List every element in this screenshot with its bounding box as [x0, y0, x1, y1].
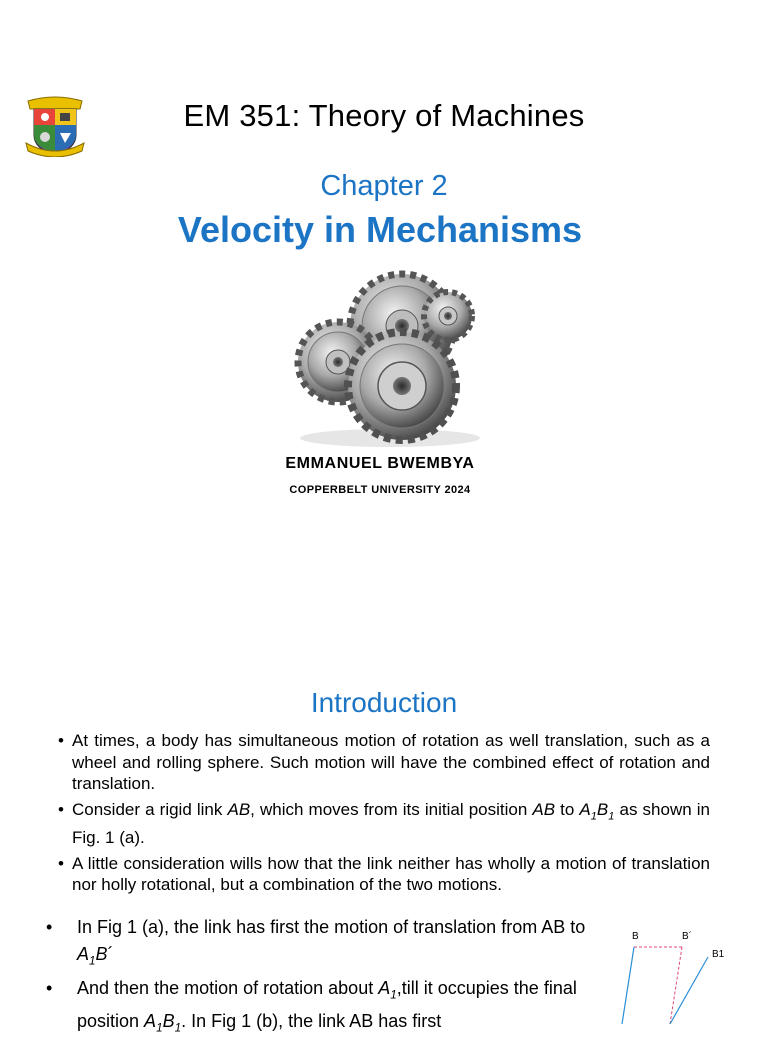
- list-item: [58, 730, 710, 795]
- bullet-list-secondary: [46, 914, 591, 1042]
- bullet-list: [58, 730, 710, 900]
- figure-label-b-prime: B´: [682, 931, 692, 942]
- bullet-text: At times, a body has simultaneous motion of rotation as well translation, such as a wheel and rolling sphere. Such motion will have the combined effect of rotation and translation.: [72, 731, 710, 793]
- list-item: [46, 975, 591, 1042]
- bullet-marker: •: [58, 799, 64, 819]
- university-year: COPPERBELT UNIVERSITY 2024: [289, 484, 471, 496]
- bullet-text: Consider a rigid link AB, which moves from its initial position AB to $A_1B_1$ as shown in Fig. 1 (a).: [72, 799, 711, 848]
- chapter-label: Chapter 2: [320, 170, 448, 202]
- introduction-slide: [0, 642, 768, 1035]
- course-title: EM 351: Theory of Machines: [183, 98, 585, 133]
- link-motion-figure: [620, 927, 750, 1024]
- bullet-marker: •: [58, 853, 64, 873]
- bullet-marker: •: [46, 917, 53, 937]
- slide-title: Velocity in Mechanisms: [177, 209, 583, 250]
- bullet-text: A little consideration wills how that the link neither has wholly a motion of translation nor holly rotational, but a combination of the two motions.: [72, 853, 710, 895]
- figure-label-b: B: [632, 931, 639, 942]
- list-item: [58, 853, 710, 896]
- figure-label-b1: B1: [712, 949, 725, 960]
- bullet-text: In Fig 1 (a), the link has first the motion of translation from AB to $A_1B´$: [77, 917, 586, 968]
- bullet-marker: •: [46, 977, 53, 998]
- bullet-text: And then the motion of rotation about $A_1,till$ it occupies the final position $A_1B_1$. In Fig 1 (b), the link AB has first: [77, 977, 577, 1035]
- list-item: [58, 799, 710, 849]
- list-item: [46, 914, 591, 975]
- author-name: EMMANUEL BWEMBYA: [285, 455, 475, 472]
- section-heading: Introduction: [310, 687, 458, 718]
- gears-icon: [290, 268, 490, 450]
- bullet-marker: •: [58, 731, 64, 750]
